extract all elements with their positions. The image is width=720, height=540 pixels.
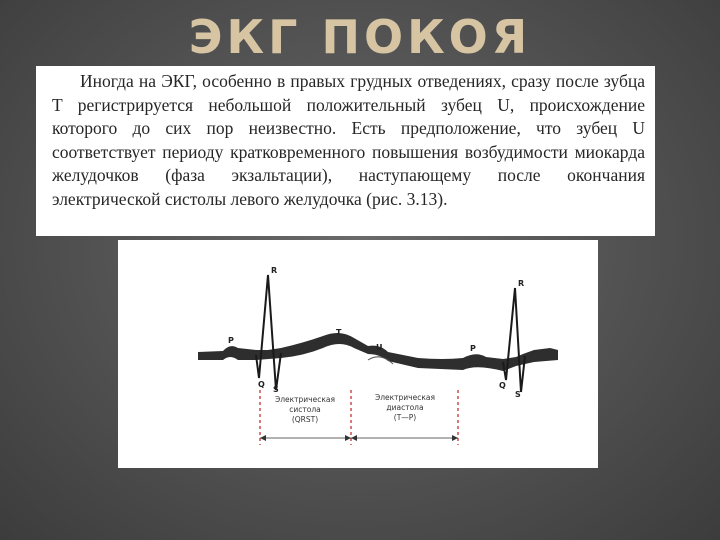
ecg-figure [118,240,598,468]
text-excerpt [36,66,655,236]
slide-title: ЭКГ ПОКОЯ [188,10,532,64]
ecg-diagram [118,240,598,468]
label-u: U [376,343,383,352]
text-paragraph: Иногда на ЭКГ, особенно в правых грудных отведениях, сразу после зубца T регистрируется небольшой положительный зубец U, происхождение которого до сих пор неизвестно. Есть предположение, что зубец U соответствует периоду кратковременного повышения возбудимости миокарда желудочков (фаза экзальтации), наступающему после окончания электрической систолы левого желудочка (рис. 3.13). [52,71,645,209]
label-s2: S [515,390,521,399]
qrs-complex-2 [503,288,525,392]
diastole-label-line2: диастола [386,403,424,412]
diastole-label-line3: (T—P) [393,413,417,422]
label-s1: S [273,385,279,394]
label-r2: R [518,279,525,288]
systole-label-line2: систола [289,405,321,414]
label-q1: Q [258,380,265,389]
label-q2: Q [499,381,506,390]
label-r1: R [271,266,278,275]
systole-label-line3: (QRST) [291,415,319,424]
label-t: T [336,328,342,337]
qrs-complex-1 [256,275,281,390]
label-p1: P [228,336,234,345]
label-p2: P [470,344,476,353]
diastole-label-line1: Электрическая [375,393,435,402]
systole-label-line1: Электрическая [275,395,335,404]
